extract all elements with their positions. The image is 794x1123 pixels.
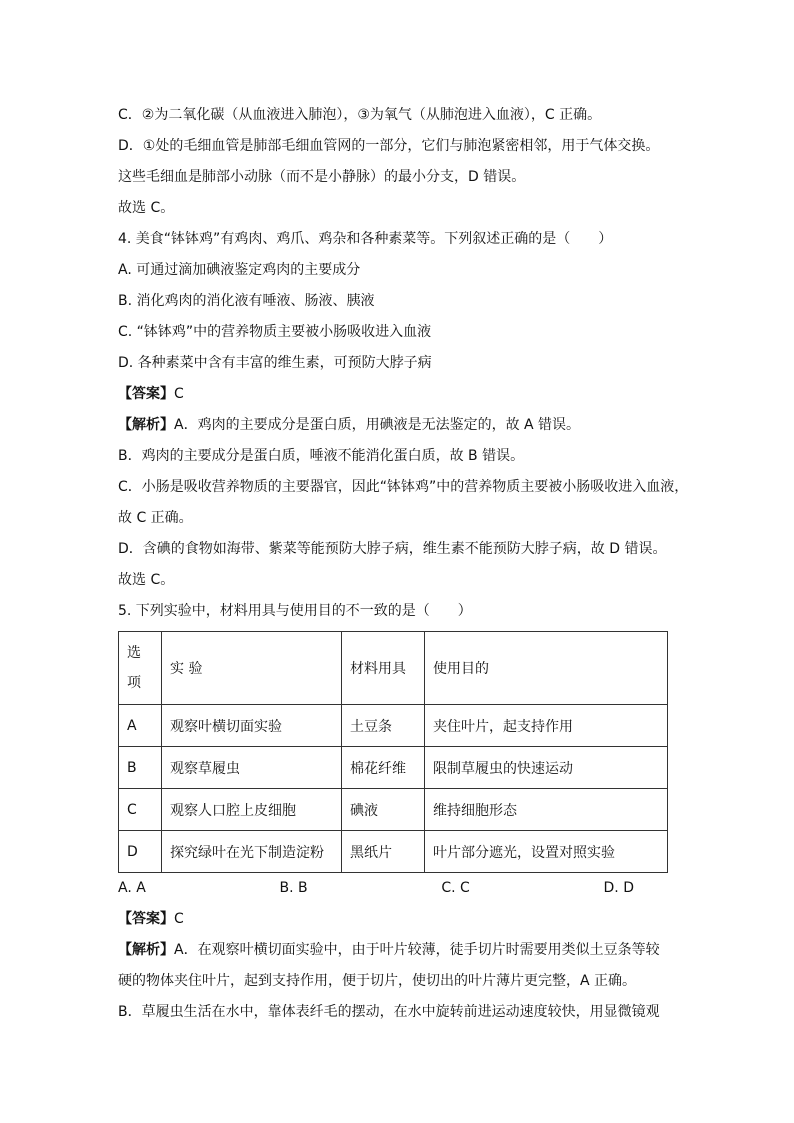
answer-label: 【答案】 (118, 911, 174, 927)
analysis-text: A．鸡肉的主要成分是蛋白质，用碘液是无法鉴定的，故 A 错误。 (174, 417, 581, 433)
table-cell: 黑纸片 (342, 831, 425, 873)
table-header-row (119, 632, 668, 705)
q5-option-d: D. D (603, 880, 634, 896)
table-row (119, 747, 668, 789)
answer-value: C (174, 911, 184, 927)
text-line: C．②为二氧化碳（从血液进入肺泡），③为氧气（从肺泡进入血液），C 正确。 (118, 107, 602, 123)
table-cell: 碘液 (342, 789, 425, 831)
q4-option-c: C. “钵钵鸡”中的营养物质主要被小肠吸收进入血液 (118, 324, 432, 340)
analysis-text: A．在观察叶横切面实验中，由于叶片较薄，徒手切片时需要用类似土豆条等较 (174, 942, 660, 958)
q4-option-d: D. 各种素菜中含有丰富的维生素，可预防大脖子病 (118, 355, 432, 371)
text-line: 硬的物体夹住叶片，起到支持作用，便于切片，使切出的叶片薄片更完整，A 正确。 (118, 973, 637, 989)
table-row (119, 705, 668, 747)
q5-option-a: A. A (118, 880, 146, 896)
table-row (119, 831, 668, 873)
table-cell: C (119, 789, 162, 831)
q5-option-c: C. C (441, 880, 470, 896)
text-line: 故 C 正确。 (118, 510, 193, 526)
q4-option-b: B. 消化鸡肉的消化液有唾液、肠液、胰液 (118, 293, 375, 309)
question-5-stem: 5. 下列实验中，材料用具与使用目的不一致的是（ ） (118, 603, 472, 619)
text-line: D．含碘的食物如海带、紫菜等能预防大脖子病，维生素不能预防大脖子病，故 D 错误。 (118, 541, 667, 557)
table-cell: 限制草履虫的快速运动 (425, 747, 668, 789)
table-cell: 观察人口腔上皮细胞 (162, 789, 342, 831)
table-cell: 探究绿叶在光下制造淀粉 (162, 831, 342, 873)
table-cell: 叶片部分遮光，设置对照实验 (425, 831, 668, 873)
text-line: C．小肠是吸收营养物质的主要器官，因此“钵钵鸡”中的营养物质主要被小肠吸收进入血液， (118, 479, 689, 495)
header-option: 选项 (127, 645, 141, 691)
text-line: 故选 C。 (118, 200, 175, 216)
answer-value: C (174, 386, 184, 402)
table-cell: 维持细胞形态 (425, 789, 668, 831)
experiment-table (118, 631, 668, 873)
q5-answer (118, 904, 678, 935)
q5-option-b: B. B (279, 880, 308, 896)
table-cell: A (119, 705, 162, 747)
table-cell: 棉花纤维 (342, 747, 425, 789)
table-cell: 观察草履虫 (162, 747, 342, 789)
text-line: 这些毛细血是肺部小动脉（而不是小静脉）的最小分支，D 错误。 (118, 169, 526, 185)
analysis-label: 【解析】 (118, 942, 174, 958)
q4-answer (118, 379, 678, 410)
table-cell: D (119, 831, 162, 873)
question-4-stem: 4. 美食“钵钵鸡”有鸡肉、鸡爪、鸡杂和各种素菜等。下列叙述正确的是（ ） (118, 231, 613, 247)
text-line: 故选 C。 (118, 572, 175, 588)
table-cell: B (119, 747, 162, 789)
table-header-cell: 实 验 (162, 632, 342, 705)
q5-options (118, 873, 634, 904)
table-header-cell: 材料用具 (342, 632, 425, 705)
document-page (118, 100, 689, 1028)
text-line: B．鸡肉的主要成分是蛋白质，唾液不能消化蛋白质，故 B 错误。 (118, 448, 525, 464)
q5-analysis (118, 935, 678, 966)
table-row (119, 789, 668, 831)
table-cell: 夹住叶片，起支持作用 (425, 705, 668, 747)
answer-label: 【答案】 (118, 386, 174, 402)
text-line: B．草履虫生活在水中，靠体表纤毛的摆动，在水中旋转前进运动速度较快，用显微镜观 (118, 1004, 660, 1020)
table-header-cell: 使用目的 (425, 632, 668, 705)
q4-option-a: A. 可通过滴加碘液鉴定鸡肉的主要成分 (118, 262, 361, 278)
table-cell: 观察叶横切面实验 (162, 705, 342, 747)
analysis-label: 【解析】 (118, 417, 174, 433)
table-header-cell (119, 632, 162, 705)
text-line: D．①处的毛细血管是肺部毛细血管网的一部分，它们与肺泡紧密相邻，用于气体交换。 (118, 138, 660, 154)
q4-analysis (118, 410, 678, 441)
table-cell: 土豆条 (342, 705, 425, 747)
